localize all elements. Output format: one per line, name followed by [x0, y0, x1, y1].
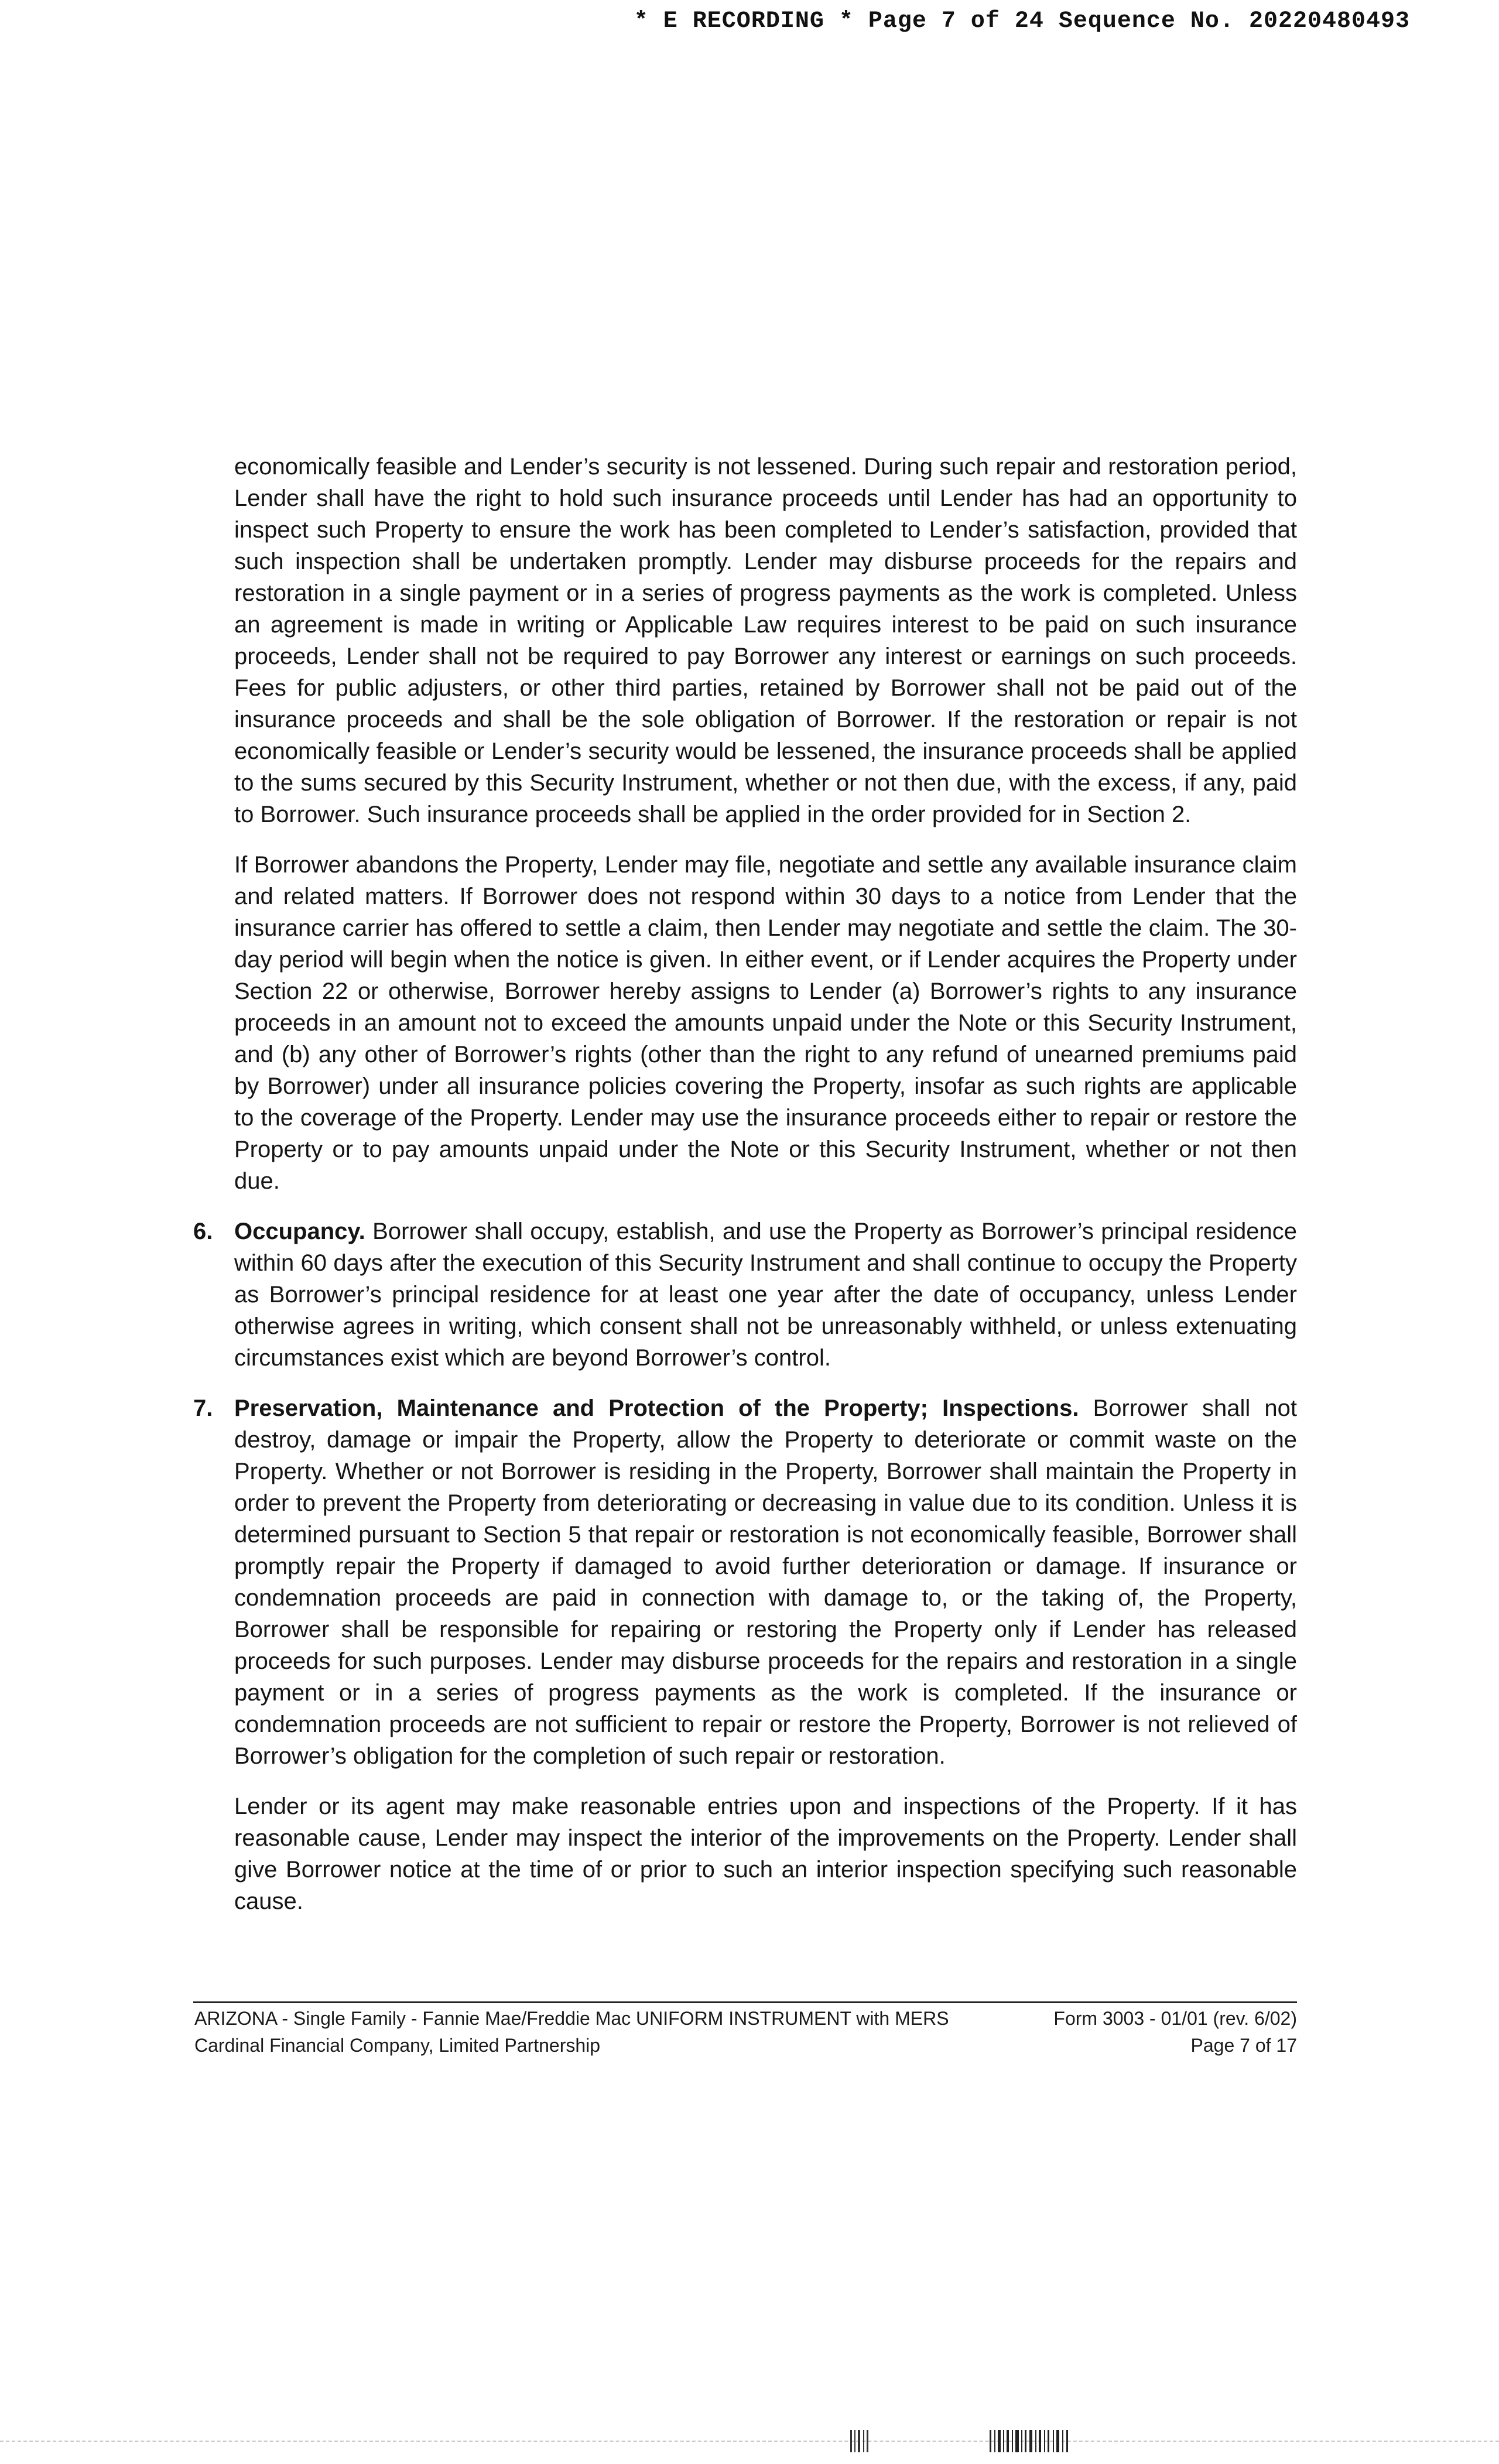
footer-form-number: Form 3003 - 01/01 (rev. 6/02) — [1053, 2008, 1297, 2029]
footer-divider — [193, 2001, 1297, 2003]
footer-right — [1053, 2005, 1297, 2059]
footer-form-title: ARIZONA - Single Family - Fannie Mae/Freddie Mac UNIFORM INSTRUMENT with MERS — [194, 2008, 949, 2029]
footer-company: Cardinal Financial Company, Limited Partnership — [194, 2035, 601, 2056]
document-body — [193, 451, 1297, 1936]
section-6-number: 6. — [193, 1219, 213, 1244]
section-7-paragraph — [234, 1392, 1297, 1772]
section-7 — [193, 1392, 1297, 1917]
section-6-title: Occupancy. — [234, 1219, 365, 1244]
section-7-title: Preservation, Maintenance and Protection of the Property; Inspections. — [234, 1395, 1079, 1421]
section-6 — [193, 1216, 1297, 1374]
recording-header: * E RECORDING * Page 7 of 24 Sequence No. 20220480493 — [634, 8, 1410, 35]
section5-paragraph-1: economically feasible and Lender’s security is not lessened. During such repair and restoration period, Lender shall have the right to hold such insurance proceeds until Lender has had an opportunity to inspect such Property to ensure the work has been completed to Lender’s satisfaction, provided that such inspection shall be undertaken promptly. Lender may disburse proceeds for the repairs and restoration in a single payment or in a series of progress payments as the work is completed. Unless an agreement is made in writing or Applicable Law requires interest to be paid on such insurance proceeds, Lender shall not be required to pay Borrower any interest or earnings on such proceeds. Fees for public adjusters, or other third parties, retained by Borrower shall not be paid out of the insurance proceeds and shall be the sole obligation of Borrower. If the restoration or repair is not economically feasible or Lender’s security would be lessened, the insurance proceeds shall be applied to the sums secured by this Security Instrument, whether or not then due, with the excess, if any, paid to Borrower. Such insurance proceeds shall be applied in the order provided for in Section 2. — [234, 454, 1297, 827]
barcode-fragment-icon — [849, 2428, 884, 2455]
section-6-paragraph — [234, 1216, 1297, 1374]
footer-left — [194, 2005, 949, 2059]
section5-paragraph-2: If Borrower abandons the Property, Lender may file, negotiate and settle any available insurance claim and related matters. If Borrower does not respond within 30 days to a notice from Lender that the insurance carrier has offered to settle a claim, then Lender may negotiate and settle the claim. The 30-day period will begin when the notice is given. In either event, or if Lender acquires the Property under Section 22 or otherwise, Borrower hereby assigns to Lender (a) Borrower’s rights to any insurance proceeds in an amount not to exceed the amounts unpaid under the Note or this Security Instrument, and (b) any other of Borrower’s rights (other than the right to any refund of unearned premiums paid by Borrower) under all insurance policies covering the Property, insofar as such rights are applicable to the coverage of the Property. Lender may use the insurance proceeds either to repair or restore the Property or to pay amounts unpaid under the Note or this Security Instrument, whether or not then due. — [234, 852, 1297, 1194]
section-7-paragraph-2: Lender or its agent may make reasonable entries upon and inspections of the Property. If it has reasonable cause, Lender may inspect the interior of the improvements on the Property. Lender shall give Borrower notice at the time of or prior to such an interior inspection specifying such reasonable cause. — [234, 1794, 1297, 1914]
scan-artifact-line — [0, 2441, 1499, 2442]
section-7-text: Borrower shall not destroy, damage or impair the Property, allow the Property to deteriorate or commit waste on the Property. Whether or not Borrower is residing in the Property, Borrower shall maintain the Property in order to prevent the Property from deteriorating or decreasing in value due to its condition. Unless it is determined pursuant to Section 5 that repair or restoration is not economically feasible, Borrower shall promptly repair the Property if damaged to avoid further deterioration or damage. If insurance or condemnation proceeds are paid in connection with damage to, or the taking of, the Property, Borrower shall be responsible for repairing or restoring the Property only if Lender has released proceeds for such purposes. Lender may disburse proceeds for the repairs and restoration in a single payment or in a series of progress payments as the work is completed. If the insurance or condemnation proceeds are not sufficient to repair or restore the Property, Borrower is not relieved of Borrower’s obligation for the completion of such repair or restoration. — [234, 1395, 1297, 1769]
barcode-icon — [990, 2428, 1107, 2455]
footer-page-number: Page 7 of 17 — [1190, 2035, 1297, 2056]
section-6-text: Borrower shall occupy, establish, and use the Property as Borrower’s principal residence within 60 days after the execution of this Security Instrument and shall continue to occupy the Property as Borrower’s principal residence for at least one year after the date of occupancy, unless Lender otherwise agrees in writing, which consent shall not be unreasonably withheld, or unless extenuating circumstances exist which are beyond Borrower’s control. — [234, 1219, 1297, 1371]
section-7-number: 7. — [193, 1395, 213, 1421]
